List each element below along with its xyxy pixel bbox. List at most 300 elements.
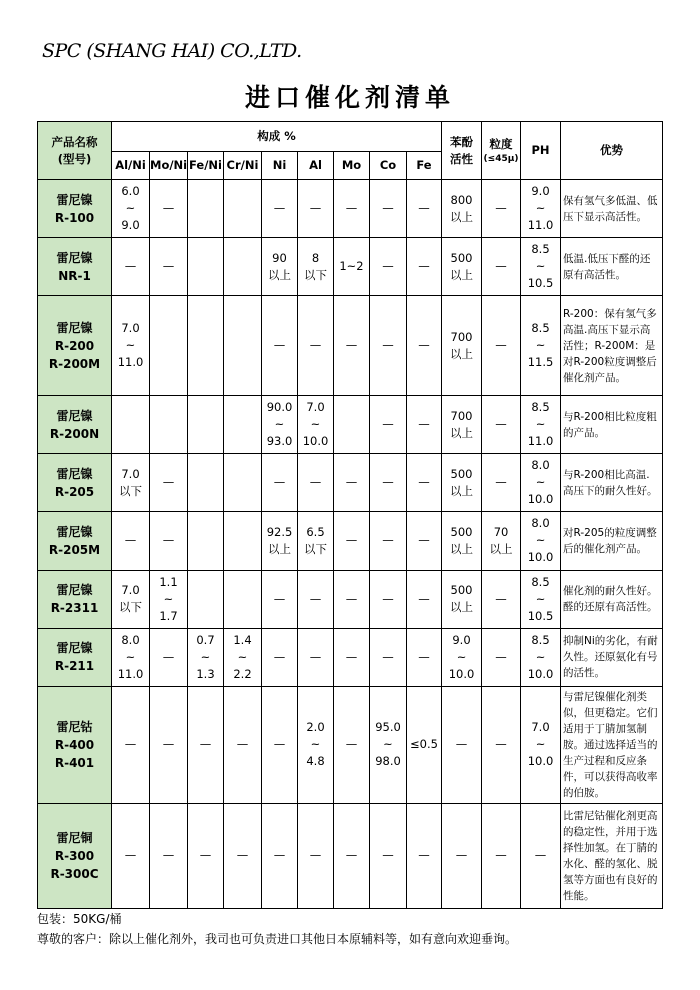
- phenol-activity-cell: [442, 628, 482, 686]
- particle-size-line: —: [495, 591, 507, 606]
- phenol-activity-cell: [442, 396, 482, 454]
- particle-size-cell: [482, 296, 521, 396]
- product-name-line: R-400: [54, 737, 95, 752]
- composition-value-line: 8.0: [121, 632, 140, 647]
- particle-size-line: —: [495, 848, 507, 863]
- ph-line: ~: [535, 259, 546, 274]
- composition-cell: [298, 454, 334, 512]
- ph-line: 8.0: [531, 516, 550, 531]
- product-name-cell: [38, 238, 112, 296]
- product-name-line: R-300: [54, 848, 95, 863]
- composition-value-line: —: [124, 737, 137, 752]
- composition-cell: [150, 803, 188, 908]
- composition-value-line: —: [382, 417, 394, 432]
- product-name-line: R-100: [54, 210, 95, 225]
- composition-cell: [298, 512, 334, 570]
- phenol-activity-line: ~: [456, 649, 467, 664]
- composition-cell: [224, 803, 262, 908]
- composition-cell: [224, 686, 262, 803]
- particle-size-line: —: [495, 338, 507, 353]
- composition-value-line: —: [345, 201, 358, 216]
- particle-size-line: —: [495, 259, 507, 274]
- ph-line: —: [534, 848, 547, 863]
- ph-cell: [521, 396, 561, 454]
- composition-value-line: 92.5: [266, 524, 293, 539]
- ph-line: 8.5: [531, 400, 550, 415]
- composition-cell: [334, 180, 370, 238]
- composition-value-line: 以下: [119, 600, 142, 615]
- phenol-activity-line: 500: [450, 583, 473, 598]
- composition-value-line: —: [382, 649, 394, 664]
- composition-value-line: —: [345, 533, 358, 548]
- composition-value-line: —: [199, 848, 212, 863]
- product-name-cell: [38, 512, 112, 570]
- header-col-fe-ni: Fe/Ni: [188, 152, 224, 180]
- composition-cell: [407, 396, 442, 454]
- phenol-activity-line: —: [455, 848, 468, 863]
- product-name-line: R-205: [54, 484, 95, 499]
- composition-cell: [224, 296, 262, 396]
- header-col-co: Co: [370, 152, 407, 180]
- composition-cell: [334, 570, 370, 628]
- composition-value-line: 1.7: [159, 608, 178, 623]
- composition-value-line: —: [345, 649, 358, 664]
- composition-cell: [370, 628, 407, 686]
- table-row: [38, 628, 663, 686]
- composition-cell: [370, 512, 407, 570]
- composition-value-line: 6.5: [306, 524, 325, 539]
- composition-value-line: —: [309, 475, 322, 490]
- composition-value-line: —: [418, 259, 430, 274]
- composition-cell: [112, 686, 150, 803]
- header-row-1: [38, 122, 663, 152]
- ph-line: 10.5: [527, 276, 554, 291]
- composition-cell: [298, 686, 334, 803]
- table-row: [38, 686, 663, 803]
- composition-cell: [370, 803, 407, 908]
- composition-value-line: —: [345, 591, 358, 606]
- composition-cell: [112, 512, 150, 570]
- table-row: [38, 570, 663, 628]
- advantage-cell: 保有氢气多低温、低压下显示高活性。: [561, 180, 663, 238]
- ph-cell: [521, 512, 561, 570]
- phenol-activity-line: 以上: [450, 425, 474, 440]
- composition-value-line: —: [162, 737, 175, 752]
- ph-line: 10.0: [527, 550, 554, 565]
- composition-value-line: 95.0: [375, 720, 401, 735]
- particle-size-cell: [482, 454, 521, 512]
- composition-cell: [298, 396, 334, 454]
- composition-cell: [188, 238, 224, 296]
- composition-cell: [188, 454, 224, 512]
- composition-cell: [112, 454, 150, 512]
- product-name-line: 雷尼镍: [56, 408, 93, 423]
- composition-value-line: —: [382, 201, 394, 216]
- composition-cell: [188, 628, 224, 686]
- product-name-line: 雷尼镍: [56, 320, 93, 335]
- page-title: 进口催化剂清单: [244, 83, 455, 112]
- composition-value-line: —: [418, 201, 430, 216]
- product-name-cell: [38, 180, 112, 238]
- composition-cell: [150, 238, 188, 296]
- product-name-line: 雷尼镍: [56, 524, 93, 539]
- header-phenol-activity: 苯酚 活性: [442, 122, 482, 180]
- composition-cell: [262, 396, 298, 454]
- composition-value-line: —: [418, 649, 430, 664]
- composition-value-line: 7.0: [121, 466, 140, 481]
- composition-value-line: —: [236, 737, 249, 752]
- composition-value-line: —: [236, 848, 249, 863]
- composition-cell: [407, 570, 442, 628]
- phenol-activity-line: 10.0: [448, 666, 475, 681]
- composition-value-line: —: [345, 737, 358, 752]
- composition-value-line: —: [418, 848, 430, 863]
- composition-cell: [407, 180, 442, 238]
- composition-value-line: ~: [200, 649, 211, 664]
- header-col-al: Al: [298, 152, 334, 180]
- composition-cell: [407, 454, 442, 512]
- ph-line: 10.0: [527, 492, 554, 507]
- composition-cell: [112, 296, 150, 396]
- particle-size-cell: [482, 238, 521, 296]
- composition-cell: [298, 296, 334, 396]
- product-name-line: 雷尼镍: [56, 641, 93, 656]
- composition-cell: [407, 803, 442, 908]
- table-row: [38, 238, 663, 296]
- composition-cell: [370, 396, 407, 454]
- phenol-activity-line: 以上: [450, 209, 474, 224]
- composition-value-line: 98.0: [375, 754, 401, 769]
- header-ph: PH: [521, 122, 561, 180]
- ph-line: ~: [535, 591, 546, 606]
- phenol-activity-line: 9.0: [452, 632, 471, 647]
- composition-cell: [224, 570, 262, 628]
- table-row: [38, 296, 663, 396]
- header-col-al-ni: Al/Ni: [112, 152, 150, 180]
- advantage-cell: 抑制Ni的劣化，有耐久性。还原氨化有号的活性。: [561, 628, 663, 686]
- ph-cell: [521, 803, 561, 908]
- particle-size-cell: [482, 396, 521, 454]
- composition-cell: [150, 396, 188, 454]
- product-name-cell: [38, 570, 112, 628]
- phenol-activity-line: 700: [450, 329, 473, 344]
- composition-cell: [370, 296, 407, 396]
- composition-value-line: —: [273, 737, 286, 752]
- composition-value-line: 1.4: [233, 632, 252, 647]
- composition-value-line: 7.0: [121, 321, 140, 336]
- composition-value-line: 7.0: [306, 400, 325, 415]
- particle-size-line: —: [495, 417, 507, 432]
- advantage-cell: 对R-205的粒度调整后的催化剂产品。: [561, 512, 663, 570]
- composition-cell: [370, 686, 407, 803]
- composition-value-line: 8: [311, 250, 320, 265]
- composition-value-line: 93.0: [266, 434, 293, 449]
- composition-value-line: ~: [383, 737, 393, 752]
- packaging-note: 包装：50KG/桶: [37, 912, 122, 926]
- particle-size-cell: [482, 628, 521, 686]
- composition-value-line: 以下: [304, 267, 327, 282]
- particle-size-cell: [482, 570, 521, 628]
- phenol-activity-cell: [442, 180, 482, 238]
- composition-value-line: ~: [125, 649, 136, 664]
- particle-size-cell: [482, 180, 521, 238]
- advantage-cell: 比雷尼钴催化剂更高的稳定性，并用于选择性加氢。在丁腈的水化、醛的氢化、脱氢等方面也有良好的性能。: [561, 803, 663, 908]
- composition-value-line: ~: [237, 649, 248, 664]
- composition-value-line: 90.0: [266, 400, 293, 415]
- composition-value-line: 2.0: [306, 720, 325, 735]
- advantage-cell: 与雷尼镍催化剂类似，但更稳定。它们适用于丁腈加氢制胺。通过选择适当的生产过程和反应条件，可以获得高收率的伯胺。: [561, 686, 663, 803]
- phenol-activity-line: 500: [450, 466, 473, 481]
- composition-value-line: —: [162, 848, 175, 863]
- header-col-cr-ni: Cr/Ni: [224, 152, 262, 180]
- composition-cell: [334, 396, 370, 454]
- composition-value-line: 7.0: [121, 583, 140, 598]
- phenol-activity-line: 以上: [450, 600, 474, 615]
- particle-size-cell: [482, 686, 521, 803]
- composition-value-line: 1~2: [339, 259, 364, 274]
- advantage-cell: 低温.低压下醛的还原有高活性。: [561, 238, 663, 296]
- composition-value-line: 0.7: [196, 632, 215, 647]
- composition-cell: [262, 803, 298, 908]
- composition-cell: [224, 454, 262, 512]
- composition-value-line: —: [345, 338, 358, 353]
- product-name-line: R-200M: [48, 356, 101, 371]
- composition-value-line: 6.0: [121, 184, 140, 199]
- composition-value-line: —: [382, 259, 394, 274]
- ph-cell: [521, 570, 561, 628]
- ph-line: ~: [535, 417, 546, 432]
- ph-line: 9.0: [531, 184, 550, 199]
- product-name-line: 雷尼镍: [56, 466, 93, 481]
- composition-cell: [150, 512, 188, 570]
- composition-value-line: ≤0.5: [410, 737, 438, 752]
- product-name-line: R-401: [54, 755, 95, 770]
- table-row: [38, 803, 663, 908]
- composition-cell: [334, 238, 370, 296]
- phenol-activity-line: 800: [450, 192, 473, 207]
- composition-value-line: —: [309, 201, 322, 216]
- composition-value-line: —: [418, 533, 430, 548]
- ph-line: 8.5: [531, 574, 550, 589]
- composition-cell: [112, 396, 150, 454]
- composition-cell: [112, 803, 150, 908]
- composition-cell: [262, 238, 298, 296]
- composition-cell: [262, 296, 298, 396]
- phenol-activity-line: —: [455, 737, 468, 752]
- ph-line: ~: [535, 201, 546, 216]
- table-row: [38, 180, 663, 238]
- ph-line: ~: [535, 338, 546, 353]
- composition-value-line: —: [382, 591, 394, 606]
- composition-cell: [224, 180, 262, 238]
- product-name-line: NR-1: [58, 268, 91, 283]
- composition-value-line: 1.3: [196, 666, 215, 681]
- composition-cell: [407, 238, 442, 296]
- composition-cell: [298, 628, 334, 686]
- composition-value-line: 11.0: [117, 355, 144, 370]
- composition-cell: [370, 238, 407, 296]
- composition-cell: [262, 180, 298, 238]
- composition-cell: [407, 296, 442, 396]
- composition-value-line: —: [418, 475, 430, 490]
- composition-value-line: —: [418, 338, 430, 353]
- ph-line: 8.0: [531, 458, 550, 473]
- composition-cell: [188, 570, 224, 628]
- product-name-cell: [38, 396, 112, 454]
- composition-value-line: —: [345, 475, 358, 490]
- composition-value-line: —: [382, 848, 394, 863]
- ph-line: 8.5: [531, 242, 550, 257]
- composition-value-line: 90: [272, 250, 287, 265]
- composition-cell: [262, 570, 298, 628]
- ph-cell: [521, 238, 561, 296]
- advantage-cell: R-200：保有氢气多高温.高压下显示高活性；R-200M：是对R-200粒度调整后催化剂产品。: [561, 296, 663, 396]
- composition-cell: [407, 512, 442, 570]
- composition-cell: [224, 238, 262, 296]
- composition-value-line: —: [273, 338, 286, 353]
- composition-value-line: 1.1: [159, 574, 178, 589]
- header-col-fe: Fe: [407, 152, 442, 180]
- product-name-line: R-300C: [50, 866, 99, 881]
- composition-cell: [188, 180, 224, 238]
- catalyst-table: [37, 121, 663, 909]
- phenol-activity-line: 以上: [450, 267, 474, 282]
- header-col-ni: Ni: [262, 152, 298, 180]
- composition-value-line: 9.0: [121, 218, 140, 233]
- particle-size-line: —: [495, 201, 507, 216]
- composition-value-line: —: [199, 737, 212, 752]
- table-row: [38, 396, 663, 454]
- composition-cell: [262, 454, 298, 512]
- composition-cell: [150, 628, 188, 686]
- ph-line: 8.5: [531, 632, 550, 647]
- composition-cell: [370, 570, 407, 628]
- composition-value-line: —: [273, 201, 286, 216]
- composition-cell: [112, 180, 150, 238]
- composition-value-line: —: [418, 417, 430, 432]
- composition-value-line: ~: [125, 201, 136, 216]
- particle-size-line: 以上: [489, 541, 513, 556]
- ph-line: 10.0: [527, 754, 554, 769]
- product-name-line: 雷尼镍: [56, 192, 93, 207]
- composition-value-line: —: [418, 591, 430, 606]
- company-name: SPC (SHANG HAI) CO.,LTD.: [42, 40, 302, 62]
- composition-value-line: 以下: [119, 483, 142, 498]
- composition-value-line: 以下: [304, 541, 327, 556]
- composition-cell: [262, 686, 298, 803]
- composition-cell: [334, 454, 370, 512]
- phenol-activity-line: 以上: [450, 483, 474, 498]
- composition-value-line: —: [309, 338, 322, 353]
- ph-line: 11.5: [527, 355, 554, 370]
- ph-line: ~: [535, 475, 546, 490]
- ph-line: ~: [535, 533, 546, 548]
- composition-value-line: —: [273, 848, 286, 863]
- ph-line: ~: [535, 649, 546, 664]
- composition-cell: [224, 512, 262, 570]
- phenol-activity-cell: [442, 238, 482, 296]
- phenol-activity-cell: [442, 686, 482, 803]
- composition-value-line: —: [273, 649, 286, 664]
- composition-value-line: —: [162, 201, 175, 216]
- composition-value-line: ~: [163, 591, 174, 606]
- phenol-activity-cell: [442, 570, 482, 628]
- composition-cell: [407, 628, 442, 686]
- composition-value-line: —: [124, 848, 137, 863]
- composition-cell: [112, 238, 150, 296]
- composition-value-line: —: [382, 533, 394, 548]
- phenol-activity-line: 以上: [450, 346, 474, 361]
- composition-cell: [298, 803, 334, 908]
- composition-cell: [334, 296, 370, 396]
- ph-cell: [521, 296, 561, 396]
- composition-value-line: 以上: [268, 267, 291, 282]
- ph-line: ~: [535, 737, 546, 752]
- product-name-cell: [38, 628, 112, 686]
- composition-value-line: —: [382, 475, 394, 490]
- particle-size-line: —: [495, 737, 507, 752]
- composition-cell: [188, 512, 224, 570]
- composition-cell: [224, 628, 262, 686]
- particle-size-line: —: [495, 649, 507, 664]
- product-name-line: 雷尼镍: [56, 250, 93, 265]
- composition-value-line: ~: [310, 737, 321, 752]
- phenol-activity-cell: [442, 454, 482, 512]
- composition-cell: [112, 628, 150, 686]
- ph-line: 10.0: [527, 666, 554, 681]
- ph-line: 11.0: [527, 218, 554, 233]
- composition-value-line: —: [309, 848, 322, 863]
- product-name-line: R-200: [54, 338, 95, 353]
- phenol-activity-cell: [442, 803, 482, 908]
- ph-line: 8.5: [531, 321, 550, 336]
- composition-cell: [370, 454, 407, 512]
- ph-cell: [521, 454, 561, 512]
- product-name-cell: [38, 454, 112, 512]
- composition-value-line: —: [309, 591, 322, 606]
- advantage-cell: 与R-200相比粒度粗的产品。: [561, 396, 663, 454]
- composition-value-line: ~: [274, 417, 285, 432]
- composition-cell: [262, 512, 298, 570]
- product-name-line: R-205M: [48, 542, 101, 557]
- composition-cell: [334, 686, 370, 803]
- header-col-mo: Mo: [334, 152, 370, 180]
- product-name-line: 雷尼钴: [56, 719, 93, 734]
- header-particle-size: 粒度 (≤45μ): [482, 122, 521, 180]
- customer-note: 尊敬的客户：除以上催化剂外，我司也可负责进口其他日本原辅料等，如有意向欢迎垂询。: [37, 932, 518, 946]
- particle-size-cell: [482, 803, 521, 908]
- ph-line: 7.0: [531, 720, 550, 735]
- composition-value-line: ~: [125, 338, 136, 353]
- composition-cell: [224, 396, 262, 454]
- advantage-cell: 催化剂的耐久性好。醛的还原有高活性。: [561, 570, 663, 628]
- phenol-activity-line: 以上: [450, 541, 474, 556]
- composition-cell: [298, 238, 334, 296]
- phenol-activity-cell: [442, 512, 482, 570]
- composition-value-line: —: [124, 259, 137, 274]
- phenol-activity-line: 700: [450, 408, 473, 423]
- header-advantage: 优势: [561, 122, 663, 180]
- composition-value-line: —: [162, 475, 175, 490]
- ph-cell: [521, 180, 561, 238]
- header-composition: 构成 %: [112, 122, 442, 152]
- composition-cell: [150, 180, 188, 238]
- product-name-cell: [38, 686, 112, 803]
- composition-value-line: —: [382, 338, 394, 353]
- composition-value-line: —: [162, 649, 175, 664]
- phenol-activity-line: 500: [450, 524, 473, 539]
- particle-size-line: —: [495, 475, 507, 490]
